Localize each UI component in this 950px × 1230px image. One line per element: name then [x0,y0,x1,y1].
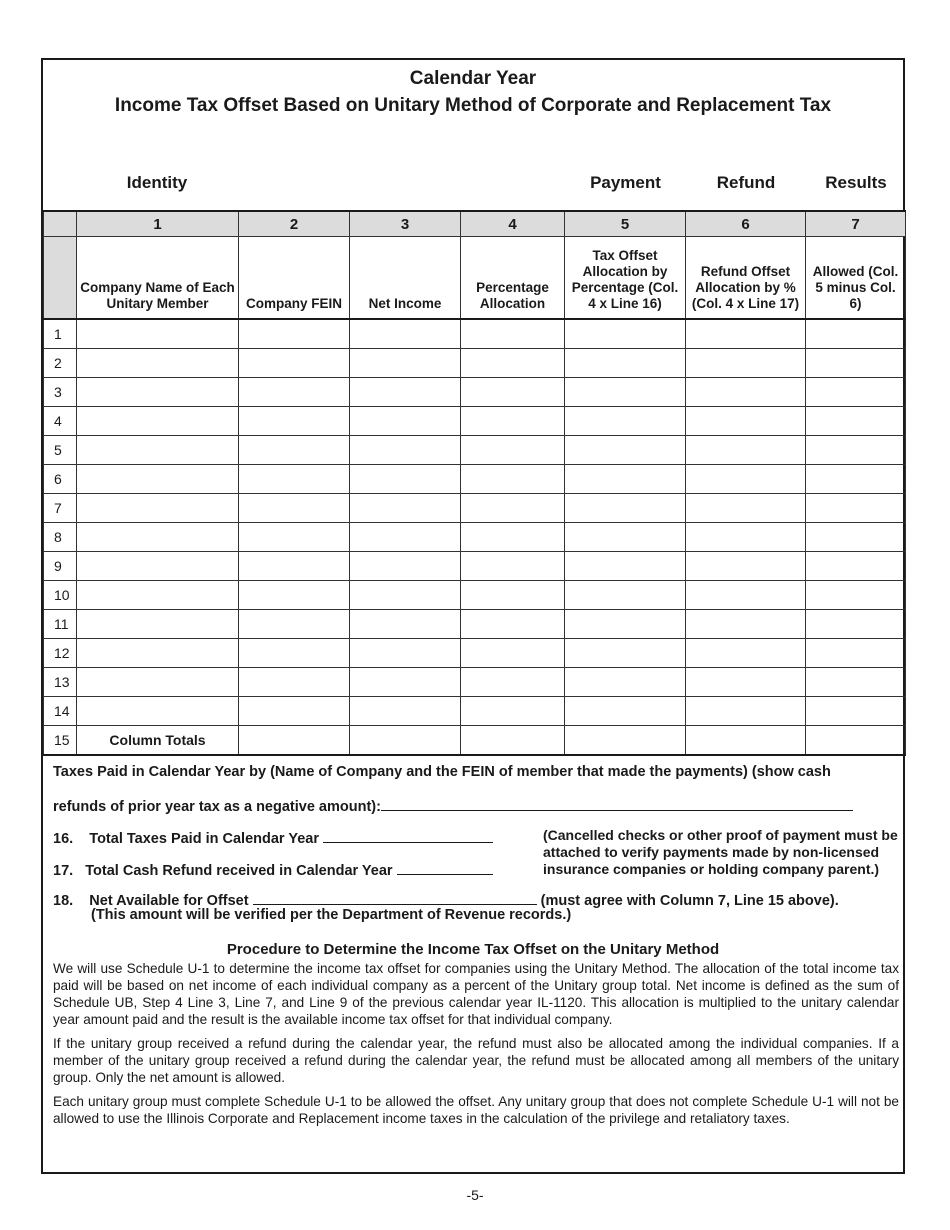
table-cell-col-7[interactable] [806,407,906,436]
table-cell-col-2[interactable] [239,610,350,639]
table-cell-col-1[interactable] [77,552,239,581]
group-identity: Identity [126,173,188,192]
table-cell-col-1[interactable] [77,319,239,349]
table-cell-col-4[interactable] [461,668,565,697]
table-cell-col-6[interactable] [686,552,806,581]
line-16-label: Total Taxes Paid in Calendar Year [89,831,319,847]
table-row [44,349,906,378]
table-cell-col-7[interactable] [806,349,906,378]
line-number: 14 [44,697,77,726]
table-cell-col-6[interactable] [686,610,806,639]
line-17-number: 17. [53,863,74,879]
table-cell-col-5[interactable] [565,465,686,494]
col-label-fein: Company FEIN [239,237,350,320]
line-number: 15 [44,726,77,756]
table-cell-col-6[interactable] [686,697,806,726]
col-label-net-income: Net Income [350,237,461,320]
table-cell-col-6[interactable] [686,726,806,756]
table-cell-col-3[interactable] [350,726,461,756]
table-cell-col-6[interactable] [686,494,806,523]
table-cell-col-4[interactable] [461,523,565,552]
group-payment: Payment [590,173,661,192]
form-frame [41,58,905,1174]
line-number: 12 [44,639,77,668]
table-cell-col-2[interactable] [239,552,350,581]
column-totals-label: Column Totals [77,726,239,756]
table-row [44,726,906,756]
line-number: 10 [44,581,77,610]
line-number: 13 [44,668,77,697]
allocation-table [43,210,906,756]
table-cell-col-6[interactable] [686,465,806,494]
table-cell-col-3[interactable] [350,494,461,523]
table-cell-col-2[interactable] [239,378,350,407]
table-cell-col-1[interactable] [77,436,239,465]
table-cell-col-7[interactable] [806,581,906,610]
table-cell-col-4[interactable] [461,407,565,436]
table-cell-col-1[interactable] [77,668,239,697]
table-cell-col-4[interactable] [461,639,565,668]
taxes-paid-line-2 [53,796,853,815]
line-number: 6 [44,465,77,494]
form-title: Calendar Year [409,68,537,89]
table-cell-col-3[interactable] [350,378,461,407]
table-cell-col-4[interactable] [461,494,565,523]
table-cell-col-5[interactable] [565,378,686,407]
table-cell-col-7[interactable] [806,523,906,552]
table-cell-col-7[interactable] [806,319,906,349]
table-cell-col-3[interactable] [350,436,461,465]
line-number: 2 [44,349,77,378]
table-row [44,494,906,523]
table-row [44,581,906,610]
table-cell-col-4[interactable] [461,436,565,465]
table-row [44,407,906,436]
table-cell-col-4[interactable] [461,581,565,610]
table-cell-col-1[interactable] [77,349,239,378]
line-18-number: 18. [53,893,74,909]
line-18-note: (This amount will be verified per the Department of Revenue records.) [91,907,572,923]
table-cell-col-5[interactable] [565,552,686,581]
col-label-tax-offset: Tax Offset Allocation by Percentage (Col. 4 x Line 16) [565,237,686,320]
table-cell-col-5[interactable] [565,494,686,523]
table-cell-col-6[interactable] [686,639,806,668]
table-cell-col-3[interactable] [350,465,461,494]
table-cell-col-2[interactable] [239,581,350,610]
table-cell-col-3[interactable] [350,581,461,610]
col-label-percentage: Percentage Allocation [461,237,565,320]
column-label-row [44,237,906,320]
line-18-input-line[interactable] [253,890,537,905]
line-number: 8 [44,523,77,552]
page-number: -5- [466,1187,484,1203]
line-number-header [44,211,77,237]
table-cell-col-4[interactable] [461,610,565,639]
table-cell-col-4[interactable] [461,697,565,726]
table-cell-col-6[interactable] [686,436,806,465]
table-cell-col-4[interactable] [461,726,565,756]
column-number-row [44,211,906,237]
table-cell-col-5[interactable] [565,349,686,378]
table-cell-col-2[interactable] [239,494,350,523]
table-cell-col-1[interactable] [77,610,239,639]
line-number: 3 [44,378,77,407]
table-cell-col-2[interactable] [239,639,350,668]
line-17-label: Total Cash Refund received in Calendar Year [85,863,393,879]
table-cell-col-7[interactable] [806,668,906,697]
taxes-paid-input-line[interactable] [381,796,853,811]
col-number-3: 3 [350,211,461,237]
table-cell-col-5[interactable] [565,436,686,465]
procedure-paragraph-3: Each unitary group must complete Schedule U-1 to be allowed the offset. Any unitary group that does not complete Schedule U-1 will not be allowed to use the Illinois Corporate and Replacement income taxes in the calculation of the privilege and retaliatory taxes. [53,1094,899,1126]
procedure-paragraph-2: If the unitary group received a refund during the calendar year, the refund must also be allocated among the individual companies. If a member of the unitary group received a refund during the calendar year, the refund must be allocated among all members of the unitary group. Only the net amount is allowed. [53,1036,899,1085]
table-cell-col-5[interactable] [565,610,686,639]
table-cell-col-6[interactable] [686,319,806,349]
table-cell-col-4[interactable] [461,319,565,349]
table-cell-col-3[interactable] [350,349,461,378]
table-cell-col-7[interactable] [806,610,906,639]
table-cell-col-5[interactable] [565,639,686,668]
table-cell-col-3[interactable] [350,697,461,726]
table-cell-col-7[interactable] [806,378,906,407]
table-cell-col-2[interactable] [239,465,350,494]
col-label-refund-offset: Refund Offset Allocation by % (Col. 4 x Line 17) [686,237,806,320]
table-cell-col-5[interactable] [565,407,686,436]
table-cell-col-4[interactable] [461,378,565,407]
line-number: 7 [44,494,77,523]
table-cell-col-5[interactable] [565,726,686,756]
procedure-paragraph-1: We will use Schedule U-1 to determine the income tax offset for companies using the Unitary Method. The allocation of the total income tax paid will be based on net income of each individual company as a percent of the Unitary group total. Net income is defined as the sum of Schedule UB, Step 4 Line 3, Line 7, and Line 9 of the previous calendar year IL-1120. This allocation is multiplied to the unitary calendar year amount paid and the result is the available income tax offset for that individual company. [53,961,899,1027]
table-cell-col-7[interactable] [806,494,906,523]
table-cell-col-1[interactable] [77,465,239,494]
table-cell-col-4[interactable] [461,349,565,378]
col-label-allowed: Allowed (Col. 5 minus Col. 6) [806,237,906,320]
table-cell-col-1[interactable] [77,523,239,552]
taxes-paid-label: refunds of prior year tax as a negative amount): [53,799,381,815]
table-cell-col-2[interactable] [239,319,350,349]
table-cell-col-2[interactable] [239,349,350,378]
table-cell-col-1[interactable] [77,639,239,668]
proof-of-payment-note: (Cancelled checks or other proof of payment must be attached to verify payments made by non-licensed insurance companies or holding company parent.) [543,827,898,877]
line-18-label: Net Available for Offset [89,893,249,909]
line-17 [53,860,493,879]
col-number-6: 6 [686,211,806,237]
taxes-paid-line-1: Taxes Paid in Calendar Year by (Name of Company and the FEIN of member that made the payments) (show cash [53,764,831,780]
table-row [44,610,906,639]
table-cell-col-7[interactable] [806,726,906,756]
procedure-title: Procedure to Determine the Income Tax Offset on the Unitary Method [226,941,720,958]
table-row [44,436,906,465]
line-16 [53,828,493,847]
table-row [44,697,906,726]
table-cell-col-2[interactable] [239,436,350,465]
line-17-input-line[interactable] [397,860,493,875]
table-cell-col-5[interactable] [565,523,686,552]
table-cell-col-4[interactable] [461,465,565,494]
table-cell-col-2[interactable] [239,523,350,552]
col-label-company-name: Company Name of Each Unitary Member [77,237,239,320]
col-number-2: 2 [239,211,350,237]
table-row [44,378,906,407]
table-row [44,668,906,697]
table-row [44,552,906,581]
table-cell-col-2[interactable] [239,697,350,726]
table-row [44,639,906,668]
table-cell-col-1[interactable] [77,378,239,407]
table-cell-col-1[interactable] [77,581,239,610]
group-refund: Refund [716,173,776,192]
line-number: 5 [44,436,77,465]
table-cell-col-7[interactable] [806,639,906,668]
line-number-header-blank [44,237,77,320]
table-cell-col-2[interactable] [239,726,350,756]
col-number-7: 7 [806,211,906,237]
line-number: 11 [44,610,77,639]
table-cell-col-5[interactable] [565,581,686,610]
table-row [44,319,906,349]
table-cell-col-4[interactable] [461,552,565,581]
table-cell-col-3[interactable] [350,610,461,639]
line-number: 4 [44,407,77,436]
form-subtitle: Income Tax Offset Based on Unitary Method of Corporate and Replacement Tax [114,95,832,116]
line-number: 1 [44,319,77,349]
table-row [44,465,906,494]
table-row [44,523,906,552]
table-cell-col-3[interactable] [350,552,461,581]
table-cell-col-1[interactable] [77,697,239,726]
table-cell-col-3[interactable] [350,407,461,436]
table-cell-col-7[interactable] [806,552,906,581]
table-cell-col-6[interactable] [686,523,806,552]
col-number-5: 5 [565,211,686,237]
table-cell-col-7[interactable] [806,697,906,726]
table-cell-col-7[interactable] [806,436,906,465]
table-cell-col-5[interactable] [565,697,686,726]
table-cell-col-1[interactable] [77,494,239,523]
table-cell-col-5[interactable] [565,668,686,697]
table-cell-col-3[interactable] [350,319,461,349]
table-cell-col-1[interactable] [77,407,239,436]
table-cell-col-5[interactable] [565,319,686,349]
table-cell-col-6[interactable] [686,668,806,697]
table-cell-col-3[interactable] [350,523,461,552]
line-16-number: 16. [53,831,74,847]
table-cell-col-7[interactable] [806,465,906,494]
table-cell-col-6[interactable] [686,378,806,407]
table-cell-col-6[interactable] [686,349,806,378]
table-cell-col-6[interactable] [686,407,806,436]
line-16-input-line[interactable] [323,828,493,843]
table-cell-col-3[interactable] [350,668,461,697]
table-cell-col-2[interactable] [239,407,350,436]
col-number-4: 4 [461,211,565,237]
col-number-1: 1 [77,211,239,237]
line-number: 9 [44,552,77,581]
table-cell-col-2[interactable] [239,668,350,697]
line-18-suffix: (must agree with Column 7, Line 15 above). [540,893,839,909]
table-cell-col-6[interactable] [686,581,806,610]
table-cell-col-3[interactable] [350,639,461,668]
group-results: Results [825,173,887,192]
